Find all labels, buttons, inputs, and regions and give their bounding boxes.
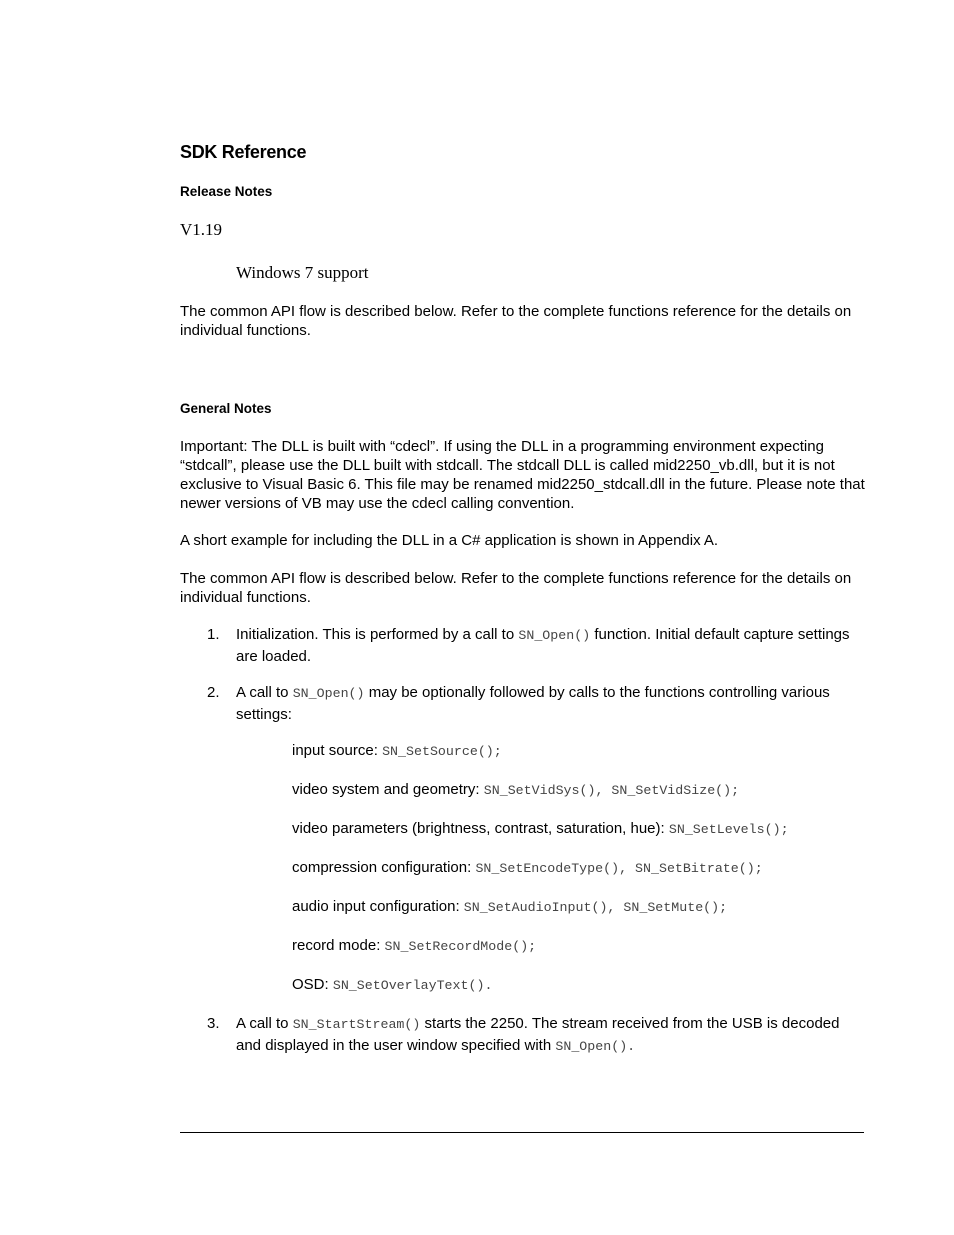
step-number: 1.: [207, 626, 220, 643]
setting-compression: [292, 858, 763, 879]
step-text: A call to: [236, 1015, 293, 1032]
function-name: SN_SetEncodeType(), SN_SetBitrate();: [475, 861, 763, 876]
function-name: SN_SetVidSys(), SN_SetVidSize();: [483, 783, 740, 798]
setting-osd: [292, 975, 492, 996]
step-text: A call to: [236, 684, 293, 701]
setting-label: record mode:: [292, 937, 385, 954]
function-name: SN_StartStream(): [292, 1017, 421, 1032]
setting-label: video system and geometry:: [292, 781, 484, 798]
release-notes-heading: Release Notes: [180, 184, 273, 199]
setting-video-system: [292, 780, 739, 801]
setting-audio-input: [292, 897, 727, 918]
footer-divider: [180, 1132, 864, 1133]
setting-label: OSD:: [292, 976, 333, 993]
function-name: SN_SetAudioInput(), SN_SetMute();: [463, 900, 728, 915]
general-notes-heading: General Notes: [180, 401, 272, 416]
function-name: SN_Open(): [292, 686, 365, 701]
setting-record-mode: [292, 936, 536, 957]
setting-label: audio input configuration:: [292, 898, 464, 915]
function-name: SN_SetLevels();: [668, 822, 789, 837]
release-note-item: Windows 7 support: [236, 263, 369, 282]
step-text: function. Initial default capture settings are loaded.: [236, 626, 850, 665]
step-1-text: [236, 624, 856, 667]
step-text: may be optionally followed by calls to the functions controlling various settings:: [236, 684, 830, 723]
step-2-text: [236, 682, 856, 725]
function-name: SN_Open().: [555, 1039, 636, 1054]
setting-label: video parameters (brightness, contrast, saturation, hue):: [292, 820, 669, 837]
release-notes-intro: The common API flow is described below. Refer to the complete functions reference for the details on individual functions.: [180, 303, 852, 339]
setting-video-parameters: [292, 819, 789, 840]
setting-label: input source:: [292, 742, 383, 759]
step-text: starts the 2250. The stream received from the USB is decoded and displayed in the user window specified with: [236, 1015, 840, 1054]
function-name: SN_Open(): [518, 628, 591, 643]
appendix-paragraph: A short example for including the DLL in a C# application is shown in Appendix A.: [180, 532, 719, 549]
function-name: SN_SetSource();: [382, 744, 502, 759]
step-number: 3.: [207, 1015, 220, 1032]
setting-label: compression configuration:: [292, 859, 476, 876]
step-3-text: [236, 1013, 856, 1057]
step-number: 2.: [207, 684, 220, 701]
function-name: SN_SetRecordMode();: [384, 939, 537, 954]
important-paragraph: Important: The DLL is built with “cdecl”. If using the DLL in a programming environment expecting “stdcall”, please use the DLL built with stdcall. The stdcall DLL is called mid2250_vb.dll, but it is not exclusive to Visual Basic 6. This file may be renamed mid2250_stdcall.dll in the future. Please note that newer versions of VB may use the cdecl calling convention.: [180, 438, 865, 512]
version-label: V1.19: [180, 220, 223, 239]
step-text: Initialization. This is performed by a call to: [236, 626, 519, 643]
function-name: SN_SetOverlayText().: [332, 978, 493, 993]
page-title: SDK Reference: [180, 142, 307, 162]
api-flow-paragraph: The common API flow is described below. Refer to the complete functions reference for the details on individual functions.: [180, 570, 852, 606]
setting-input-source: [292, 741, 502, 762]
